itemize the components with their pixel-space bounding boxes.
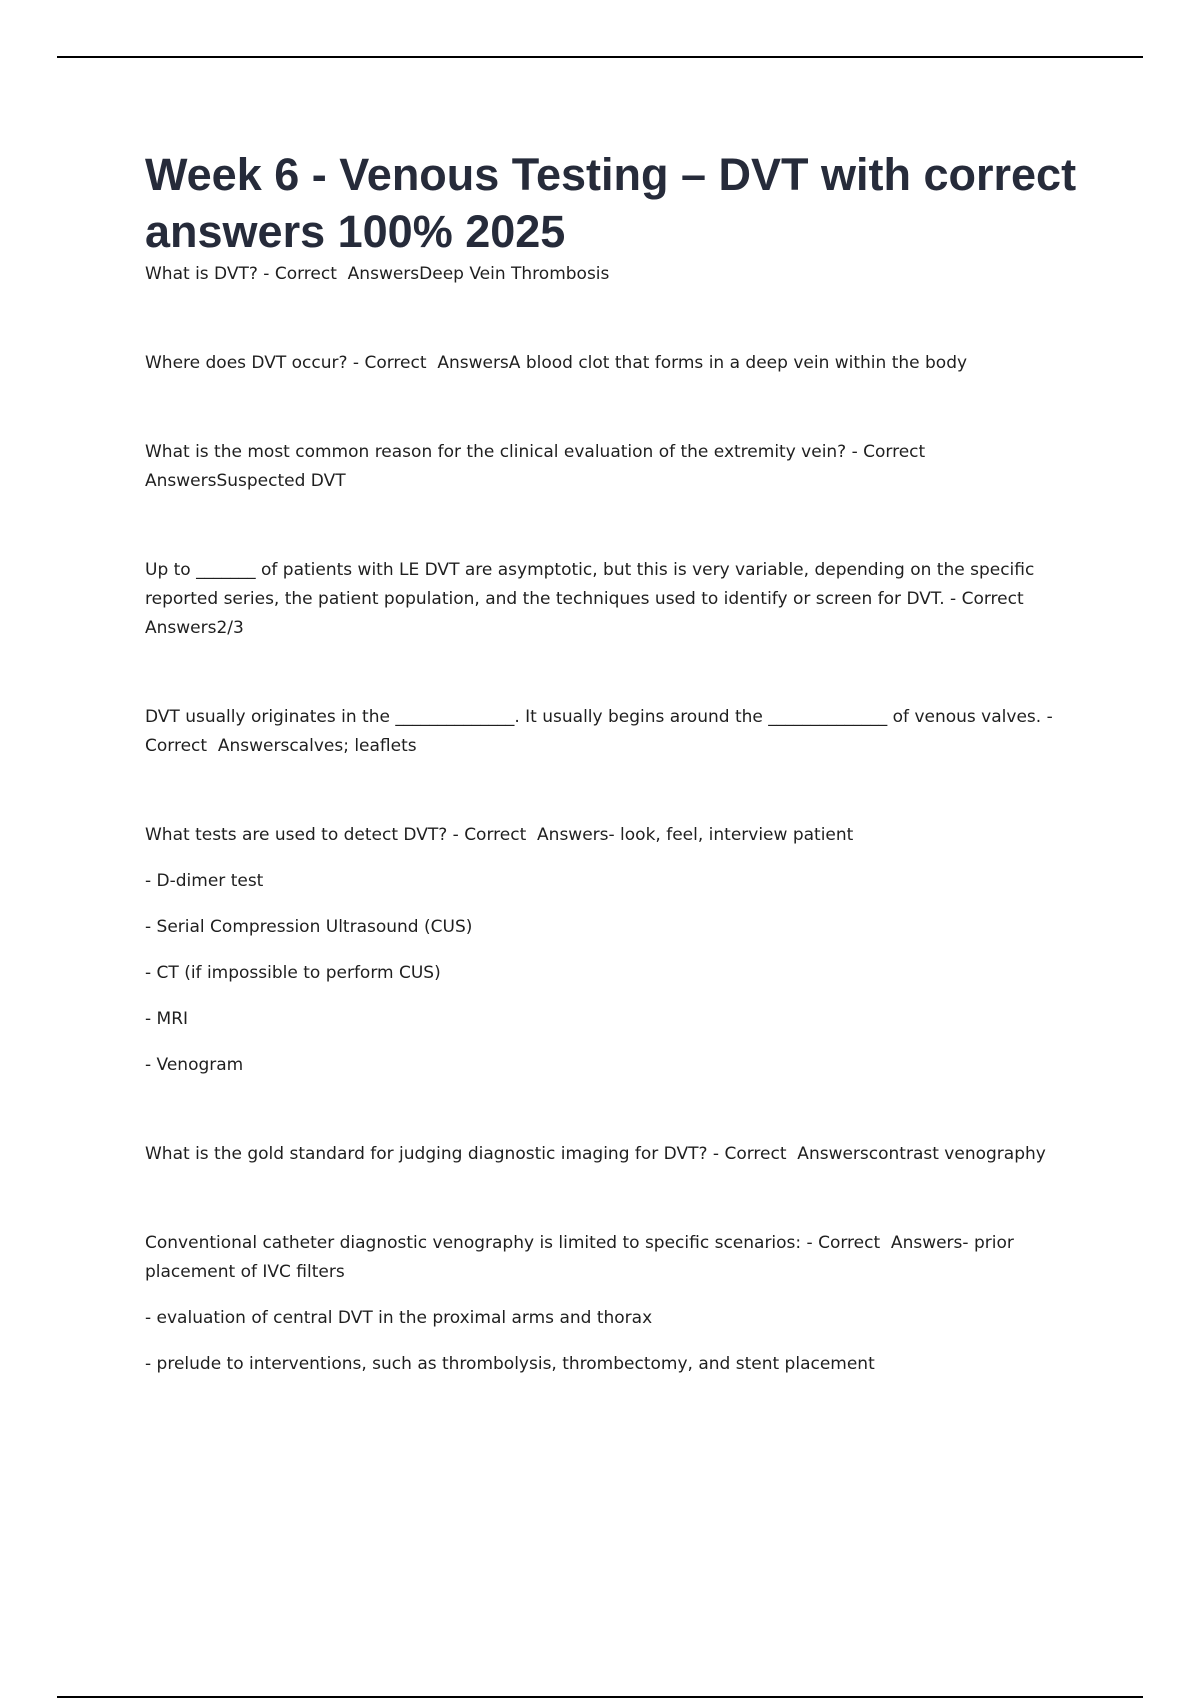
qa-answer-bullet: - D-dimer test: [145, 871, 264, 891]
qa-item: [145, 556, 1095, 643]
footer-rule: [57, 1696, 1143, 1698]
header-rule: [57, 56, 1143, 58]
qa-question: What is the gold standard for judging diagnostic imaging for DVT? - Correct Answerscontrast venography: [145, 1144, 1046, 1164]
qa-item: [145, 703, 1095, 761]
qa-item: [145, 349, 1095, 378]
qa-question: What is the most common reason for the clinical evaluation of the extremity vein? - Correct AnswersSuspected DVT: [145, 442, 937, 491]
qa-answer-bullet: - Venogram: [145, 1055, 244, 1075]
document-title: Week 6 - Venous Testing – DVT with correct answers 100% 2025: [145, 149, 1077, 257]
qa-question: Up to _______ of patients with LE DVT are asymptotic, but this is very variable, depending on the specific reported series, the patient population, and the techniques used to identify or screen for DVT. - Correct Answers2/3: [145, 560, 1040, 638]
qa-question: Where does DVT occur? - Correct AnswersA blood clot that forms in a deep vein within the body: [145, 353, 968, 373]
qa-answer-bullet: - CT (if impossible to perform CUS): [145, 963, 441, 983]
qa-answer-bullet: - evaluation of central DVT in the proximal arms and thorax: [145, 1308, 653, 1328]
qa-item: [145, 821, 1095, 1080]
qa-question: What is DVT? - Correct AnswersDeep Vein Thrombosis: [145, 264, 610, 284]
qa-item: [145, 260, 1095, 289]
qa-question: DVT usually originates in the ______________. It usually begins around the ______________ of venous valves. - Correct Answerscalves; leaflets: [145, 707, 1059, 756]
qa-item: [145, 438, 1095, 496]
document-body: [145, 146, 1095, 1379]
qa-item: [145, 1229, 1095, 1379]
qa-question: Conventional catheter diagnostic venography is limited to specific scenarios: - Correct Answers- prior placement of IVC filters: [145, 1233, 1020, 1282]
qa-list: [145, 260, 1095, 1379]
qa-question: What tests are used to detect DVT? - Correct Answers- look, feel, interview patient: [145, 825, 854, 845]
qa-answer-bullet: - MRI: [145, 1009, 189, 1029]
qa-item: [145, 1140, 1095, 1169]
qa-answer-bullet: - Serial Compression Ultrasound (CUS): [145, 917, 473, 937]
qa-answer-bullet: - prelude to interventions, such as thrombolysis, thrombectomy, and stent placement: [145, 1354, 875, 1374]
